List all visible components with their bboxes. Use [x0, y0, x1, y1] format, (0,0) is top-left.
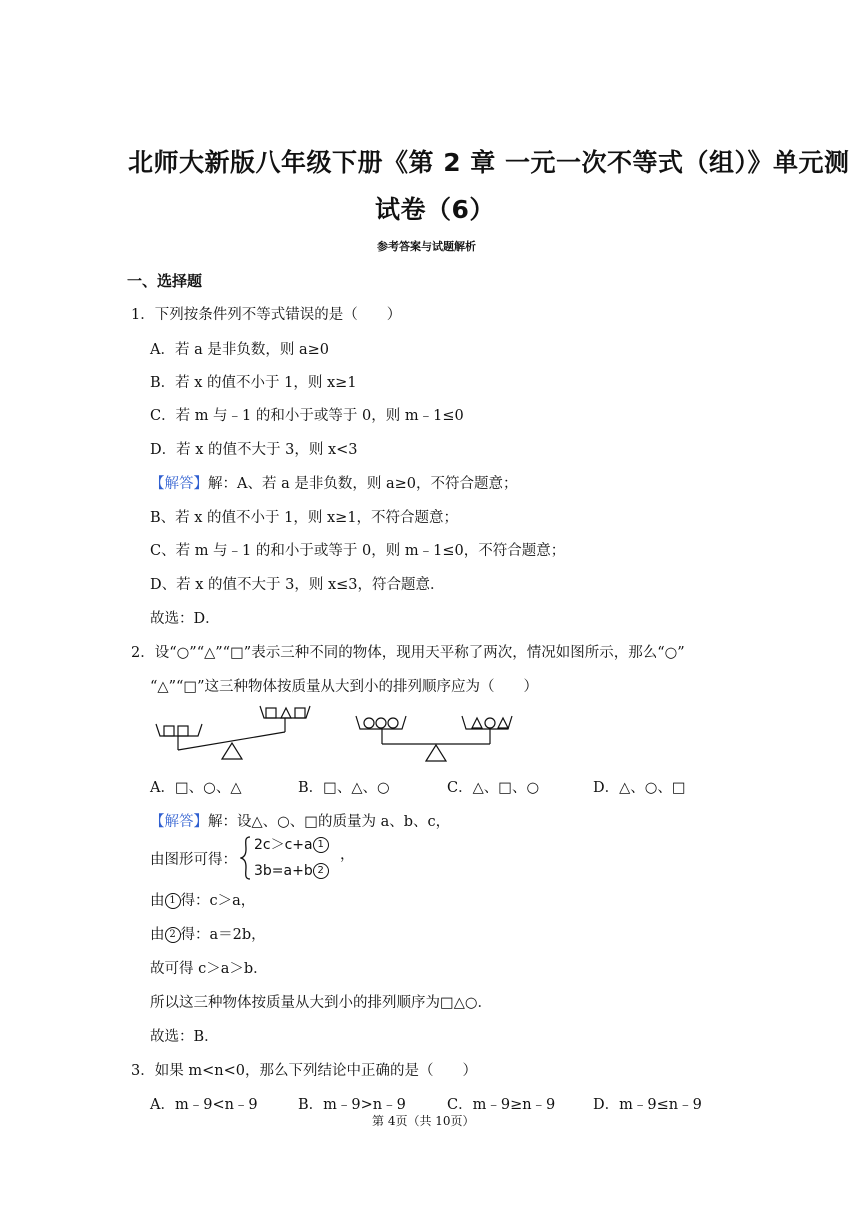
- balance-scales-figure: [150, 700, 530, 770]
- question-3-option-b: B．m﹣9>n﹣9: [298, 1097, 406, 1113]
- system-equation-2: [254, 861, 329, 881]
- question-2-option-b: B．□、△、○: [298, 780, 390, 796]
- question-1-option-c: C．若 m 与﹣1 的和小于或等于 0，则 m﹣1≤0: [150, 408, 464, 424]
- answer-text: 解：A、若 a 是非负数，则 a≥0，不符合题意；: [208, 476, 518, 492]
- question-2-stem-line1: 2．设“○”“△”“□”表示三种不同的物体，现用天平称了两次，情况如图所示，那么“○”: [131, 645, 685, 661]
- answer-tag: 【解答】: [150, 476, 208, 492]
- system-equation-1: [254, 835, 329, 855]
- scale-1: [156, 706, 310, 759]
- step-text: 得：c＞a，: [180, 893, 256, 909]
- question-1-option-d: D．若 x 的值不大于 3，则 x<3: [150, 442, 358, 458]
- question-3-option-c: C．m﹣9≥n﹣9: [447, 1097, 556, 1113]
- question-2-option-a: A．□、○、△: [150, 780, 242, 796]
- question-3-option-d: D．m﹣9≤n﹣9: [593, 1097, 702, 1113]
- section-heading: 一、选择题: [127, 272, 203, 290]
- question-2-conclusion: 故可得 c＞a＞b．: [150, 961, 268, 977]
- question-2-stem-line2: “△”“□”这三种物体按质量从大到小的排列顺序应为（ ）: [150, 679, 539, 695]
- question-3-stem: 3．如果 m<n<0，那么下列结论中正确的是（ ）: [131, 1063, 477, 1079]
- question-2-order: 所以这三种物体按质量从大到小的排列顺序为□△○．: [150, 995, 493, 1011]
- step-text: 得：a＝2b，: [180, 927, 266, 943]
- question-1-stem: 1．下列按条件列不等式错误的是（ ）: [131, 307, 402, 323]
- circled-number-2: 2: [313, 863, 329, 879]
- page-subtitle: 参考答案与试题解析: [377, 240, 476, 253]
- question-3-option-a: A．m﹣9<n﹣9: [150, 1097, 258, 1113]
- page-footer: 第 4页（共 10页）: [372, 1114, 475, 1128]
- left-brace: [240, 835, 252, 881]
- question-2-choice: 故选：B．: [150, 1029, 219, 1045]
- system-prefix: 由图形可得：: [150, 852, 237, 868]
- question-2-answer-line1: [150, 810, 450, 831]
- question-1-answer-line4: D、若 x 的值不大于 3，则 x≤3，符合题意．: [150, 577, 445, 593]
- circled-number-2: 2: [165, 927, 181, 943]
- equation-2-text: 3b=a+b: [254, 863, 313, 879]
- system-suffix: ，: [340, 847, 355, 863]
- circled-number-1: 1: [313, 837, 329, 853]
- question-2-step2: [150, 923, 266, 944]
- scale-2: [356, 716, 512, 761]
- question-2-option-d: D．△、○、□: [593, 780, 686, 796]
- question-2-option-c: C．△、□、○: [447, 780, 540, 796]
- equation-1-text: 2c＞c+a: [254, 837, 313, 853]
- step-prefix: 由: [150, 927, 165, 943]
- question-1-answer-line2: B、若 x 的值不小于 1，则 x≥1，不符合题意；: [150, 510, 459, 526]
- page-title-line2: 试卷（6）: [375, 195, 495, 224]
- circled-number-1: 1: [165, 893, 181, 909]
- question-1-answer-line5: 故选：D．: [150, 611, 220, 627]
- question-1-option-a: A．若 a 是非负数，则 a≥0: [150, 342, 329, 358]
- step-prefix: 由: [150, 893, 165, 909]
- question-2-step1: [150, 889, 255, 910]
- answer-tag: 【解答】: [150, 814, 208, 830]
- answer-text: 解：设△、○、□的质量为 a、b、c，: [208, 814, 451, 830]
- page-title-line1: 北师大新版八年级下册《第 2 章 一元一次不等式（组）》单元测: [128, 148, 850, 177]
- question-1-answer-line1: [150, 472, 517, 493]
- question-1-option-b: B．若 x 的值不小于 1，则 x≥1: [150, 375, 357, 391]
- question-1-answer-line3: C、若 m 与﹣1 的和小于或等于 0，则 m﹣1≤0，不符合题意；: [150, 543, 566, 559]
